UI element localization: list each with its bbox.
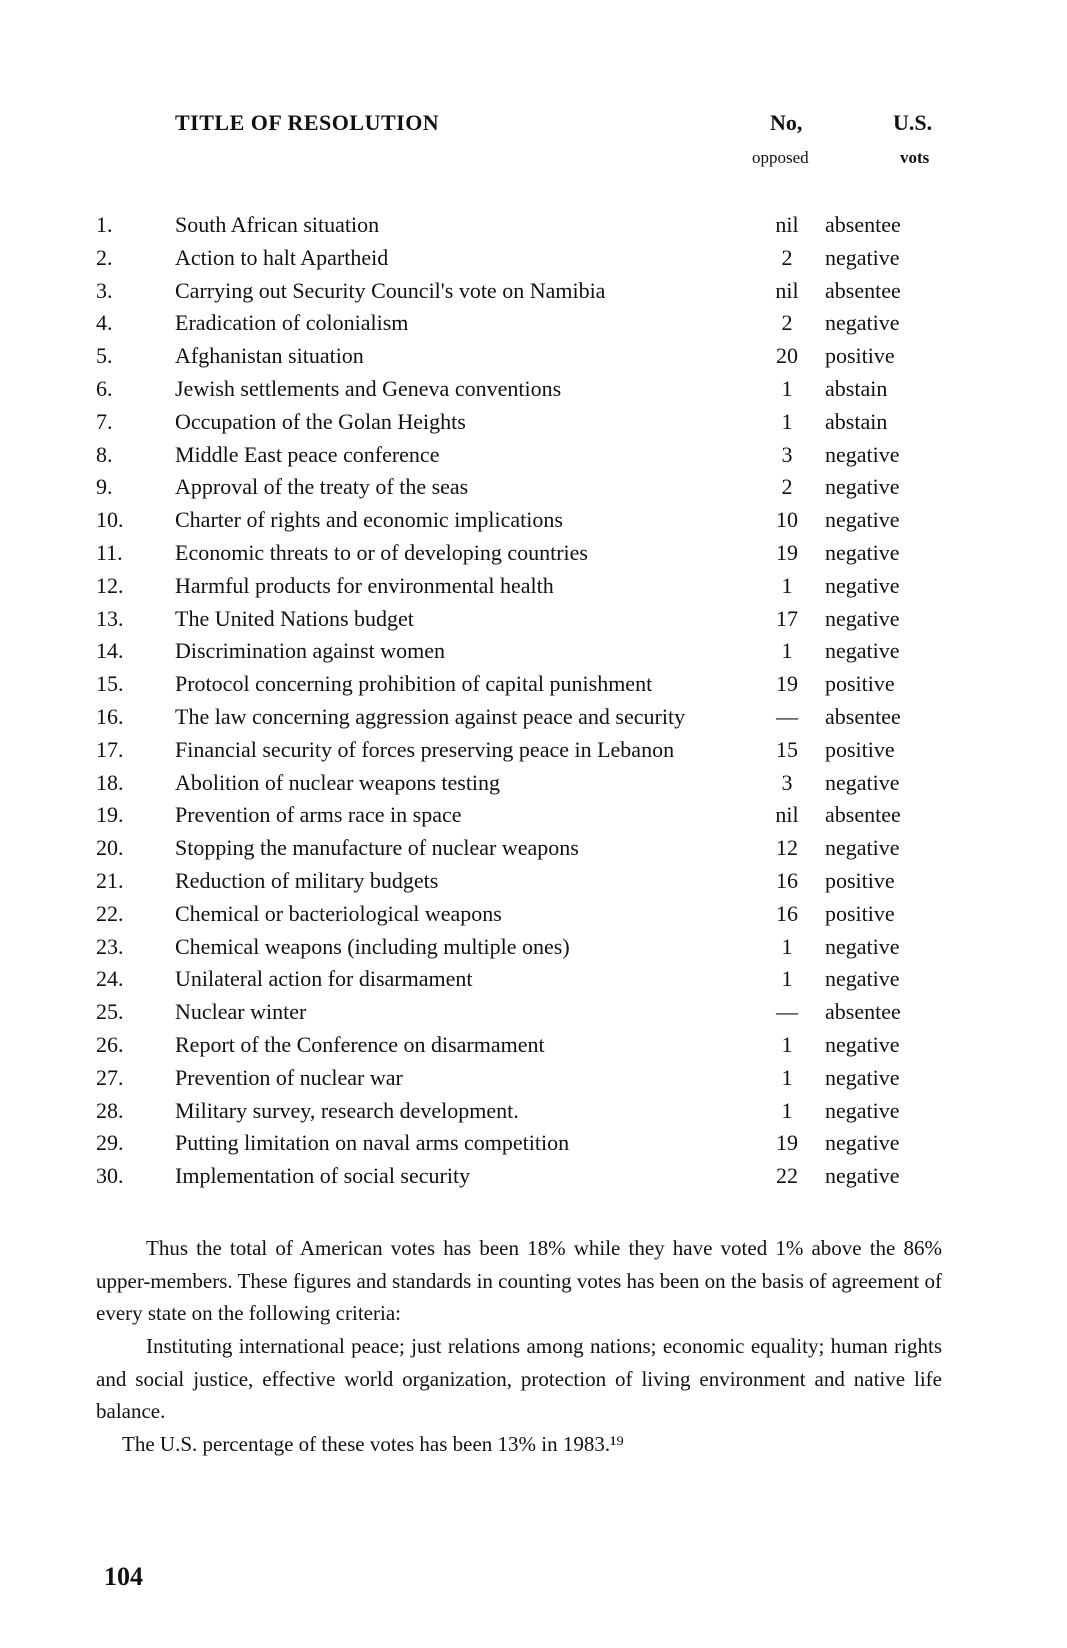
resolution-title: Eradication of colonialism bbox=[175, 310, 409, 336]
row-number: 28. bbox=[96, 1097, 124, 1123]
opposed-count: 1 bbox=[781, 966, 793, 992]
resolution-title: Protocol concerning prohibition of capital punishment bbox=[175, 671, 653, 697]
us-vote: negative bbox=[825, 507, 900, 533]
table-row bbox=[0, 635, 1067, 668]
opposed-count: 2 bbox=[781, 474, 793, 500]
table-row bbox=[0, 570, 1067, 603]
resolution-table bbox=[0, 209, 1067, 1193]
resolution-title: Stopping the manufacture of nuclear weapons bbox=[175, 835, 579, 861]
table-row bbox=[0, 1095, 1067, 1128]
resolution-title: Reduction of military budgets bbox=[175, 867, 439, 893]
paragraph-1: Thus the total of American votes has been 18% while they have voted 1% above the 86% upper-members. These figures and standards in counting votes has been on the basis of agreement of every state on the following criteria: bbox=[96, 1236, 942, 1325]
us-vote: negative bbox=[825, 933, 900, 959]
us-vote: absentee bbox=[825, 277, 901, 303]
table-row bbox=[0, 406, 1067, 439]
us-vote: negative bbox=[825, 244, 900, 270]
row-number: 1. bbox=[96, 212, 113, 237]
resolution-title: Report of the Conference on disarmament bbox=[175, 1031, 545, 1057]
opposed-count: 3 bbox=[781, 441, 793, 467]
opposed-count: 3 bbox=[781, 769, 793, 795]
row-number: 8. bbox=[96, 441, 113, 467]
resolution-title: Economic threats to or of developing countries bbox=[175, 539, 588, 565]
opposed-count: 1 bbox=[781, 1064, 793, 1090]
opposed-count: 16 bbox=[776, 900, 798, 926]
resolution-title: Afghanistan situation bbox=[175, 343, 364, 369]
table-row bbox=[0, 1062, 1067, 1095]
resolution-title: Charter of rights and economic implications bbox=[175, 507, 563, 533]
row-number: 3. bbox=[96, 277, 113, 303]
us-vote: negative bbox=[825, 310, 900, 336]
resolution-title: Military survey, research development. bbox=[175, 1097, 519, 1123]
table-row bbox=[0, 668, 1067, 701]
resolution-title: Abolition of nuclear weapons testing bbox=[175, 769, 501, 795]
opposed-count: 1 bbox=[781, 933, 793, 959]
row-number: 5. bbox=[96, 343, 113, 369]
row-number: 21. bbox=[96, 867, 124, 893]
opposed-count: 15 bbox=[776, 736, 798, 762]
opposed-count: 20 bbox=[776, 343, 798, 369]
opposed-count: — bbox=[776, 999, 798, 1025]
opposed-count: 1 bbox=[781, 638, 793, 664]
table-row bbox=[0, 865, 1067, 898]
opposed-count: 1 bbox=[781, 375, 793, 401]
paragraph-2: Instituting international peace; just relations among nations; economic equality; human rights and social justice, effective world organization, protection of living environment and native life balance. bbox=[96, 1334, 942, 1423]
row-number: 18. bbox=[96, 769, 124, 795]
us-vote: absentee bbox=[825, 212, 901, 237]
row-number: 16. bbox=[96, 703, 124, 729]
column-header-number: No, bbox=[770, 110, 803, 135]
opposed-count: 19 bbox=[776, 671, 798, 697]
us-vote: positive bbox=[825, 343, 895, 369]
resolution-title: Approval of the treaty of the seas bbox=[175, 474, 469, 500]
row-number: 14. bbox=[96, 638, 124, 664]
resolution-title: Chemical weapons (including multiple ones) bbox=[175, 933, 570, 959]
table-row bbox=[0, 734, 1067, 767]
opposed-count: nil bbox=[775, 212, 799, 237]
resolution-title: Middle East peace conference bbox=[175, 441, 440, 467]
us-vote: negative bbox=[825, 572, 900, 598]
table-row bbox=[0, 340, 1067, 373]
row-number: 29. bbox=[96, 1130, 124, 1156]
table-row bbox=[0, 799, 1067, 832]
us-vote: abstain bbox=[825, 408, 888, 434]
opposed-count: 19 bbox=[776, 539, 798, 565]
table-row bbox=[0, 931, 1067, 964]
resolution-title: Unilateral action for disarmament bbox=[175, 966, 473, 992]
us-vote: negative bbox=[825, 1064, 900, 1090]
column-header-us-sub: vots bbox=[900, 148, 930, 167]
opposed-count: 2 bbox=[781, 244, 793, 270]
table-row bbox=[0, 242, 1067, 275]
opposed-count: 1 bbox=[781, 408, 793, 434]
opposed-count: 2 bbox=[781, 310, 793, 336]
row-number: 7. bbox=[96, 408, 113, 434]
us-vote: negative bbox=[825, 769, 900, 795]
opposed-count: 16 bbox=[776, 867, 798, 893]
us-vote: negative bbox=[825, 1130, 900, 1156]
row-number: 22. bbox=[96, 900, 124, 926]
us-vote: positive bbox=[825, 671, 895, 697]
us-vote: positive bbox=[825, 736, 895, 762]
opposed-count: — bbox=[776, 703, 798, 729]
table-row bbox=[0, 963, 1067, 996]
resolution-title: Discrimination against women bbox=[175, 638, 446, 664]
us-vote: absentee bbox=[825, 999, 901, 1025]
row-number: 11. bbox=[96, 539, 123, 565]
table-row bbox=[0, 537, 1067, 570]
paragraph-3: The U.S. percentage of these votes has been 13% in 1983.¹⁹ bbox=[122, 1432, 624, 1456]
resolution-title: Prevention of nuclear war bbox=[175, 1064, 403, 1090]
us-vote: negative bbox=[825, 441, 900, 467]
opposed-count: 10 bbox=[776, 507, 798, 533]
resolution-title: Action to halt Apartheid bbox=[175, 244, 389, 270]
column-header-us: U.S. bbox=[893, 110, 933, 135]
row-number: 26. bbox=[96, 1031, 124, 1057]
table-row bbox=[0, 603, 1067, 636]
table-row bbox=[0, 701, 1067, 734]
resolution-title: Occupation of the Golan Heights bbox=[175, 408, 466, 434]
row-number: 27. bbox=[96, 1064, 124, 1090]
opposed-count: 17 bbox=[776, 605, 798, 631]
table-row bbox=[0, 504, 1067, 537]
us-vote: negative bbox=[825, 1031, 900, 1057]
table-row bbox=[0, 996, 1067, 1029]
table-row bbox=[0, 832, 1067, 865]
page-number: 104 bbox=[104, 1562, 143, 1591]
table-row bbox=[0, 1160, 1067, 1193]
us-vote: positive bbox=[825, 867, 895, 893]
row-number: 19. bbox=[96, 802, 124, 828]
resolution-title: Nuclear winter bbox=[175, 999, 307, 1025]
opposed-count: 1 bbox=[781, 1097, 793, 1123]
opposed-count: 19 bbox=[776, 1130, 798, 1156]
row-number: 13. bbox=[96, 605, 124, 631]
table-row bbox=[0, 1127, 1067, 1160]
opposed-count: nil bbox=[775, 802, 799, 828]
resolution-title: Financial security of forces preserving peace in Lebanon bbox=[175, 736, 675, 762]
us-vote: negative bbox=[825, 605, 900, 631]
row-number: 2. bbox=[96, 244, 113, 270]
row-number: 15. bbox=[96, 671, 124, 697]
resolution-title: Jewish settlements and Geneva conventions bbox=[175, 375, 562, 401]
table-row bbox=[0, 373, 1067, 406]
row-number: 12. bbox=[96, 572, 124, 598]
column-header-title: TITLE OF RESOLUTION bbox=[175, 110, 440, 135]
us-vote: absentee bbox=[825, 802, 901, 828]
resolution-title: The law concerning aggression against peace and security bbox=[175, 703, 686, 729]
table-row bbox=[0, 898, 1067, 931]
row-number: 23. bbox=[96, 933, 124, 959]
us-vote: negative bbox=[825, 1163, 900, 1189]
row-number: 30. bbox=[96, 1163, 124, 1189]
row-number: 10. bbox=[96, 507, 124, 533]
opposed-count: 22 bbox=[776, 1163, 798, 1189]
row-number: 6. bbox=[96, 375, 113, 401]
table-row bbox=[0, 307, 1067, 340]
us-vote: negative bbox=[825, 474, 900, 500]
row-number: 24. bbox=[96, 966, 124, 992]
resolution-title: Implementation of social security bbox=[175, 1163, 471, 1189]
us-vote: negative bbox=[825, 638, 900, 664]
resolution-title: Prevention of arms race in space bbox=[175, 802, 462, 828]
us-vote: negative bbox=[825, 539, 900, 565]
row-number: 4. bbox=[96, 310, 113, 336]
resolution-title: Putting limitation on naval arms competition bbox=[175, 1130, 570, 1156]
resolution-title: Carrying out Security Council's vote on Namibia bbox=[175, 277, 606, 303]
table-row bbox=[0, 209, 1067, 242]
us-vote: absentee bbox=[825, 703, 901, 729]
opposed-count: nil bbox=[775, 277, 799, 303]
table-row bbox=[0, 1029, 1067, 1062]
us-vote: abstain bbox=[825, 375, 888, 401]
us-vote: negative bbox=[825, 1097, 900, 1123]
resolution-title: The United Nations budget bbox=[175, 605, 414, 631]
resolution-title: South African situation bbox=[175, 212, 380, 237]
us-vote: negative bbox=[825, 835, 900, 861]
opposed-count: 1 bbox=[781, 1031, 793, 1057]
opposed-count: 12 bbox=[776, 835, 798, 861]
opposed-count: 1 bbox=[781, 572, 793, 598]
resolution-title: Harmful products for environmental health bbox=[175, 572, 554, 598]
row-number: 20. bbox=[96, 835, 124, 861]
column-header-number-sub: opposed bbox=[752, 148, 809, 167]
table-row bbox=[0, 767, 1067, 800]
us-vote: negative bbox=[825, 966, 900, 992]
row-number: 25. bbox=[96, 999, 124, 1025]
row-number: 17. bbox=[96, 736, 124, 762]
us-vote: positive bbox=[825, 900, 895, 926]
table-row bbox=[0, 471, 1067, 504]
resolution-title: Chemical or bacteriological weapons bbox=[175, 900, 502, 926]
row-number: 9. bbox=[96, 474, 113, 500]
table-row bbox=[0, 275, 1067, 308]
table-row bbox=[0, 439, 1067, 472]
